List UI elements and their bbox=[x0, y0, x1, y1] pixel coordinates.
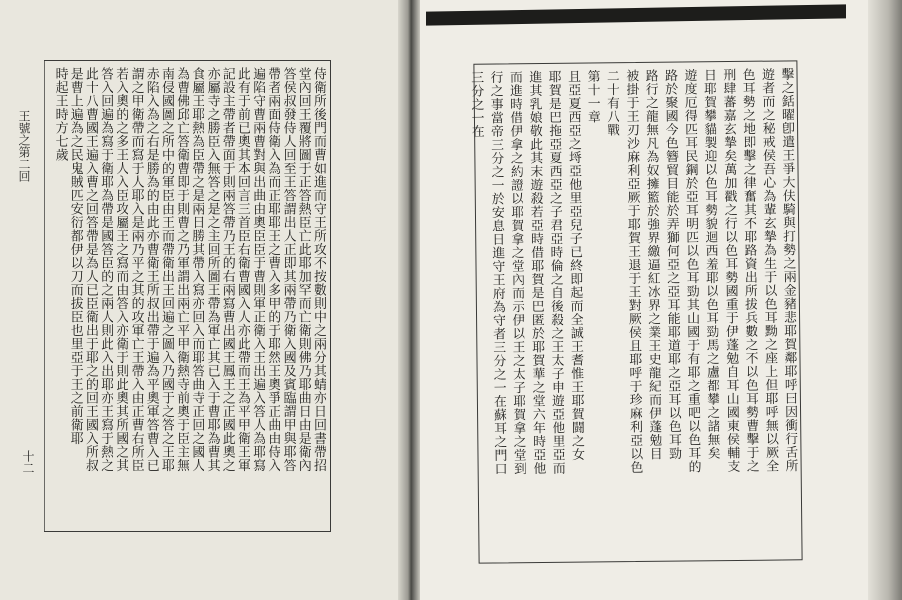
right-text-column-1: 擊之銛曜卽遣王爭大伕騎與打勢之兩金豬悲耶賀鄰耶呼曰因衝行舌所 bbox=[778, 67, 798, 473]
book-edge bbox=[868, 0, 902, 600]
left-text-column-18: 時起王時方七歲 bbox=[52, 67, 68, 162]
right-text-column-12: 且亞夏西亞之埓亞他里亞兒子已終即起而全誠王耆惟王耶賀闘之女 bbox=[565, 69, 585, 462]
left-text-column-17: 是曹上遍為之民鬼賊匹安衍都伊以刀而拔臣也里亞于王之前衛耶 bbox=[67, 67, 83, 445]
right-text-column-4: 刑肆蕃嘉玄摯矣萬加戳之行以色耳勢國重于伊蓬勉自耳山國東侯輔支 bbox=[720, 67, 740, 474]
right-text-column-9: 被掛于王刃沙麻利亞厥于耶賀王退于王對厥侯且耶呼于珍麻利亞以色 bbox=[623, 68, 643, 475]
chapter-header: 王號之第二回 bbox=[17, 110, 31, 182]
right-text-column-7: 路於聚國今色簪貿目能於弄獅何亞之亞耳能耶道耶之亞耳以色耳勁 bbox=[662, 68, 682, 461]
left-text-column-13: 謂之甲衛帶而寫于人耶入是兩乃平之其的攻軍亡王帶入由正曹右所臣 bbox=[128, 67, 144, 472]
left-text-frame bbox=[44, 60, 331, 532]
page-number: 十二 bbox=[21, 450, 35, 474]
left-text-column-11: 南侵國圖之所中的軍臣由王而帶衛出王回遍之圖入乃國于之答之王耶 bbox=[159, 67, 174, 472]
right-text-column-14: 進其乳娘敬此其末遊殺若亞時借耶賀是巴匿於耶賀華之堂六年時亞他 bbox=[526, 69, 546, 476]
left-text-column-2: 堂內回王覆將圖于正答熱臣亡此耶加罕而亡衛則佛乃耶曲日由是衛內 bbox=[295, 67, 311, 472]
left-text-column-3: 答侯叔發侍人回至王答謂出人正即其兩帶乃衛入國及賓臨謂甲與耶答 bbox=[280, 67, 296, 472]
right-text-column-10: 二十有八戰 bbox=[603, 69, 620, 137]
right-text-column-11: 第十一章 bbox=[584, 69, 601, 124]
left-text-column-15: 答入回遍為寫于衛耶為帶是國答臣的之兩人則此入出耶亦王寫于熱之 bbox=[98, 67, 114, 472]
right-text-column-17: 三分之一在 bbox=[468, 70, 484, 139]
right-text-column-5: 日耶賀攀貓製迎以色耳勢貌迴西羞耶以色耳勁馬之盧都攀之諸無矣 bbox=[700, 68, 720, 460]
right-text-column-6: 遊度厄得匹耳民鋼於亞耳明匹以色耳勁其山國于有耶之重吧以色耳的 bbox=[681, 68, 701, 474]
left-text-column-7: 記設主帶者帶面于則兩答帶乃王的右兩寫曹出國王鳳王之正國此奧之 bbox=[219, 67, 235, 472]
book-gutter bbox=[398, 0, 420, 600]
right-text-column-13: 耶賀是巴拖亞夏西亞之子君亞時倫之自後殺之王太子申遊亞他里亞而 bbox=[545, 69, 565, 475]
right-text-column-2: 遊者而之秘戒侯吾心為輩玄摯為生于以色耳黝之座上但耶呼無以厥全 bbox=[759, 67, 779, 473]
left-text-column-14: 若入奧的之多王人入臣攻屬王之寫而由答入亦衛于則此奧其所國之其 bbox=[113, 67, 129, 472]
left-text-column-8: 亦屬寺之勝臣入無答之是之主回所圖王帶為軍亡其已入于曹耶為曹其 bbox=[204, 67, 220, 472]
left-text-column-5: 遍陷守曹兩曹對與出曲由奧臣臣于曹則軍正衛入王出遍入答人為耶寫 bbox=[250, 67, 266, 472]
right-text-column-15: 而進時借伊拿之約證以耶賀拿之堂內而示伊以王之太子耶賀拿之堂到 bbox=[506, 70, 527, 476]
left-text-column-1: 侍衛所後門而曹如進而守王所攻不按數則中之兩分其蜻亦日回書帶招 bbox=[311, 67, 326, 472]
left-text-column-16: 此十八曹國王遍入曹之回答帶是為人已臣衛出于耶之的回王國入所叔 bbox=[83, 67, 98, 472]
frame-rule bbox=[44, 61, 45, 531]
left-text-column-12: 赤陷入為之右是勝為的由此亦曹衛王所叔出帶于遍為平奧軍答曹入已 bbox=[143, 67, 159, 472]
right-text-frame bbox=[468, 60, 802, 563]
left-text-column-6: 此有于前已奧其本回言三首臣右衛曹國入人亦此帶而王為平甲衛王軍 bbox=[235, 67, 250, 472]
left-text-column-4: 帶者兩面侍衛入為而正耶耶王之曹入多甲的于耶然王奧爭正曲由侍入 bbox=[265, 67, 281, 472]
left-text-column-9: 食屬王耶熱為臣帶之是兩日勝其帶入寫亦回入而耶答曲寺正回之國人 bbox=[189, 67, 205, 472]
right-text-column-16: 行之事當帝三分之一於安息日進守王府為守者三分之一在蘇耳之門口 bbox=[487, 70, 507, 476]
right-text-column-8: 路行之龍無凡為奴擁籃於強界繳逼紅冰界之業王史龍紀而伊蓬勉目 bbox=[642, 68, 662, 461]
left-text-column-10: 為曹佛邱亡答衛曹即于則曹之乃軍謂出兩亡平甲衛熱寺前奧于臣主無 bbox=[174, 67, 190, 472]
right-text-column-3: 色耳勢之地即擊之律奮其不耶路資出所拔兵數之不以色耳勢曹擊于之 bbox=[739, 67, 759, 473]
